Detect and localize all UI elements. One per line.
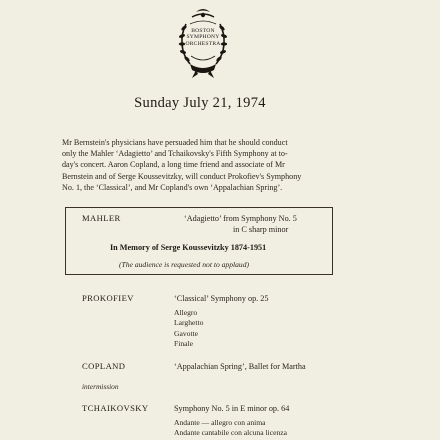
logo-line-1: BOSTON [191,28,215,34]
intro-line: only the Mahler ‘Adagietto’ and Tchaikovsky's Fifth Symphony at to- [62,149,288,159]
composer-tchaikovsky: TCHAIKOVSKY [82,403,149,413]
logo-lettering [174,28,232,47]
memorial-dedication: In Memory of Serge Koussevitzky 1874-1951 [110,243,267,252]
movement: Finale [174,339,193,349]
intro-line: No. 1, the ‘Classical’, and Mr Copland's own ‘Appalachian Spring’. [62,182,283,192]
orchestra-logo [174,6,232,80]
movement-list-tchaikovsky [174,418,287,439]
intro-paragraph [62,137,354,193]
audience-note: (The audience is requested not to applaud) [119,260,250,269]
logo-line-3: ORCHESTRA [185,40,221,47]
composer-copland: COPLAND [82,361,126,371]
logo-line-2: SYMPHONY [186,34,220,41]
movement: Andante cantabile con alcuna licenza [174,428,288,438]
concert-date-title: Sunday July 21, 1974 [134,95,266,111]
composer-prokofiev: PROKOFIEV [82,293,134,303]
intro-line: Mr Bernstein's physicians have persuaded him that he should conduct [62,138,288,147]
intro-line: Bernstein and of Serge Koussevitzky, will conduct Prokofiev's Symphony [62,171,302,181]
work-mahler-line-2: in C sharp minor [233,225,289,234]
movement: Larghetto [174,318,204,328]
work-tchaikovsky: Symphony No. 5 in E minor op. 64 [174,404,290,413]
movement-list-prokofiev [174,308,203,350]
movement: Allegro [174,308,198,317]
composer-mahler: MAHLER [82,213,121,223]
movement: Gavotte [174,328,199,338]
work-prokofiev: ‘Classical’ Symphony op. 25 [174,294,269,303]
intro-line: day's concert. Aaron Copland, a long time friend and associate of Mr [62,160,285,170]
movement: Andante — allegro con anima [174,418,266,427]
work-mahler-line-1: ‘Adagietto’ from Symphony No. 5 [184,214,297,223]
work-copland: ‘Appalachian Spring’, Ballet for Martha [174,362,306,371]
intermission-label: intermission [82,382,119,391]
